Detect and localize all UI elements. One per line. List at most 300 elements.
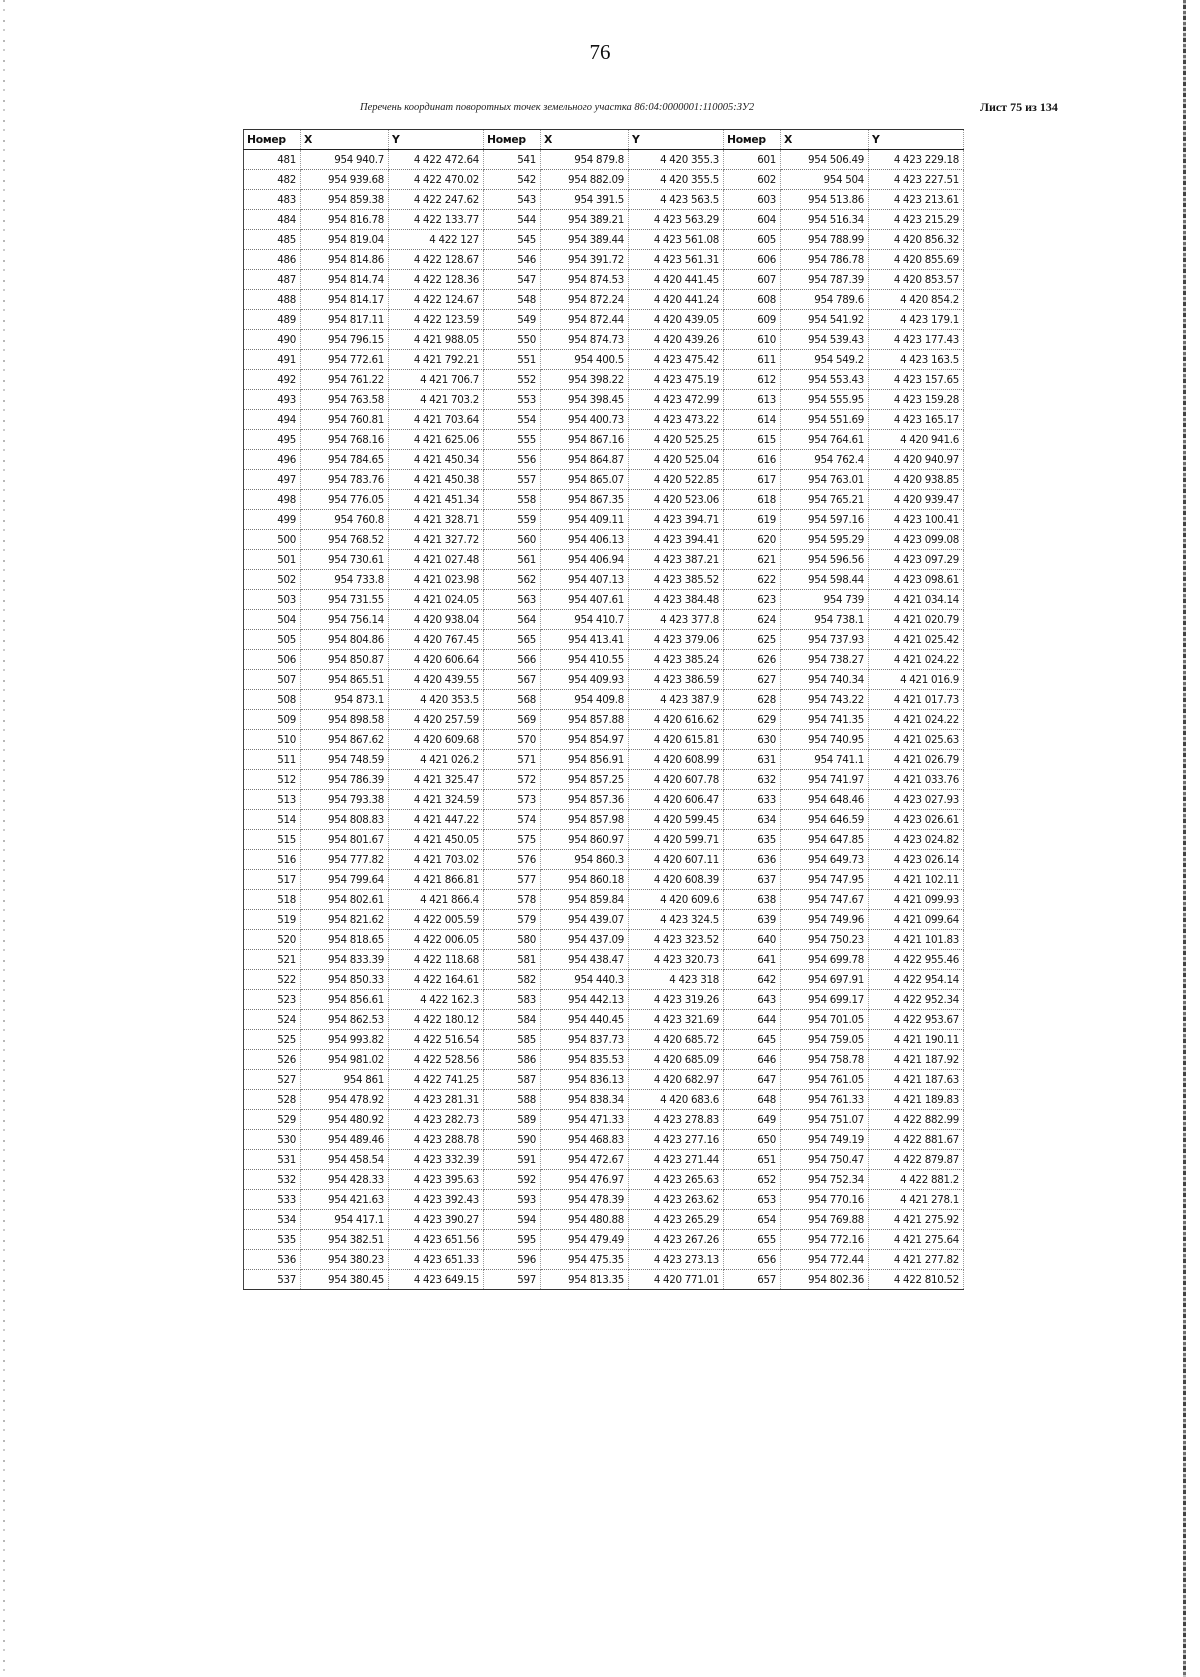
x-coordinate-cell: 954 749.19 [781,1130,869,1150]
point-number-cell: 530 [244,1130,301,1150]
y-coordinate-cell: 4 423 563.29 [629,210,724,230]
table-row [244,1130,964,1150]
y-coordinate-cell: 4 422 006.05 [389,930,484,950]
point-number-cell: 568 [484,690,541,710]
y-coordinate-cell: 4 420 938.04 [389,610,484,630]
y-coordinate-cell: 4 423 472.99 [629,390,724,410]
point-number-cell: 616 [724,450,781,470]
point-number-cell: 652 [724,1170,781,1190]
table-row [244,870,964,890]
y-coordinate-cell: 4 420 607.78 [629,770,724,790]
x-coordinate-cell: 954 409.93 [541,670,629,690]
point-number-cell: 533 [244,1190,301,1210]
point-number-cell: 546 [484,250,541,270]
point-number-cell: 640 [724,930,781,950]
table-row [244,1030,964,1050]
x-coordinate-cell: 954 733.8 [301,570,389,590]
point-number-cell: 549 [484,310,541,330]
y-coordinate-cell: 4 421 027.48 [389,550,484,570]
y-coordinate-cell: 4 421 447.22 [389,810,484,830]
x-coordinate-cell: 954 763.01 [781,470,869,490]
point-number-cell: 587 [484,1070,541,1090]
table-row [244,470,964,490]
table-row [244,410,964,430]
point-number-cell: 519 [244,910,301,930]
y-coordinate-cell: 4 420 439.55 [389,670,484,690]
point-number-cell: 521 [244,950,301,970]
table-row [244,770,964,790]
x-coordinate-cell: 954 380.23 [301,1250,389,1270]
point-number-cell: 513 [244,790,301,810]
x-coordinate-cell: 954 410.55 [541,650,629,670]
x-coordinate-cell: 954 857.88 [541,710,629,730]
y-coordinate-cell: 4 423 163.5 [869,350,964,370]
y-coordinate-cell: 4 421 187.63 [869,1070,964,1090]
y-coordinate-cell: 4 423 384.48 [629,590,724,610]
y-coordinate-cell: 4 421 277.82 [869,1250,964,1270]
point-number-cell: 581 [484,950,541,970]
point-number-cell: 511 [244,750,301,770]
y-coordinate-cell: 4 421 024.22 [869,710,964,730]
table-row [244,1150,964,1170]
x-coordinate-cell: 954 768.16 [301,430,389,450]
x-coordinate-cell: 954 539.43 [781,330,869,350]
x-coordinate-cell: 954 882.09 [541,170,629,190]
x-coordinate-cell: 954 758.78 [781,1050,869,1070]
x-coordinate-cell: 954 504 [781,170,869,190]
point-number-cell: 531 [244,1150,301,1170]
x-coordinate-cell: 954 471.33 [541,1110,629,1130]
y-coordinate-cell: 4 423 651.56 [389,1230,484,1250]
point-number-cell: 559 [484,510,541,530]
point-number-cell: 650 [724,1130,781,1150]
y-coordinate-cell: 4 423 320.73 [629,950,724,970]
point-number-cell: 562 [484,570,541,590]
point-number-cell: 631 [724,750,781,770]
point-number-cell: 630 [724,730,781,750]
y-coordinate-cell: 4 423 288.78 [389,1130,484,1150]
x-coordinate-cell: 954 472.67 [541,1150,629,1170]
table-row [244,330,964,350]
point-number-cell: 555 [484,430,541,450]
point-number-cell: 503 [244,590,301,610]
table-row [244,1090,964,1110]
y-coordinate-cell: 4 423 213.61 [869,190,964,210]
x-coordinate-cell: 954 647.85 [781,830,869,850]
y-coordinate-cell: 4 421 101.83 [869,930,964,950]
y-coordinate-cell: 4 420 525.25 [629,430,724,450]
y-coordinate-cell: 4 423 026.61 [869,810,964,830]
y-coordinate-cell: 4 421 275.64 [869,1230,964,1250]
x-coordinate-cell: 954 649.73 [781,850,869,870]
point-number-cell: 611 [724,350,781,370]
point-number-cell: 522 [244,970,301,990]
y-coordinate-cell: 4 420 599.71 [629,830,724,850]
x-coordinate-cell: 954 850.33 [301,970,389,990]
point-number-cell: 633 [724,790,781,810]
x-coordinate-cell: 954 478.92 [301,1090,389,1110]
x-coordinate-cell: 954 747.67 [781,890,869,910]
x-coordinate-cell: 954 442.13 [541,990,629,1010]
y-coordinate-cell: 4 421 017.73 [869,690,964,710]
point-number-cell: 492 [244,370,301,390]
point-number-cell: 582 [484,970,541,990]
point-number-cell: 651 [724,1150,781,1170]
point-number-cell: 526 [244,1050,301,1070]
y-coordinate-cell: 4 420 854.2 [869,290,964,310]
y-coordinate-cell: 4 423 026.14 [869,850,964,870]
point-number-cell: 493 [244,390,301,410]
x-coordinate-cell: 954 440.45 [541,1010,629,1030]
x-coordinate-cell: 954 400.5 [541,350,629,370]
y-coordinate-cell: 4 420 607.11 [629,850,724,870]
header-x-1: X [301,130,389,150]
x-coordinate-cell: 954 731.55 [301,590,389,610]
x-coordinate-cell: 954 867.16 [541,430,629,450]
y-coordinate-cell: 4 421 450.38 [389,470,484,490]
x-coordinate-cell: 954 407.13 [541,570,629,590]
point-number-cell: 487 [244,270,301,290]
point-number-cell: 588 [484,1090,541,1110]
x-coordinate-cell: 954 478.39 [541,1190,629,1210]
y-coordinate-cell: 4 421 703.2 [389,390,484,410]
x-coordinate-cell: 954 741.97 [781,770,869,790]
y-coordinate-cell: 4 420 616.62 [629,710,724,730]
point-number-cell: 615 [724,430,781,450]
table-row [244,930,964,950]
point-number-cell: 627 [724,670,781,690]
x-coordinate-cell: 954 772.44 [781,1250,869,1270]
y-coordinate-cell: 4 422 124.67 [389,290,484,310]
table-row [244,850,964,870]
x-coordinate-cell: 954 553.43 [781,370,869,390]
y-coordinate-cell: 4 422 952.34 [869,990,964,1010]
y-coordinate-cell: 4 420 606.47 [629,790,724,810]
scan-edge-right [1183,0,1186,1677]
point-number-cell: 524 [244,1010,301,1030]
point-number-cell: 621 [724,550,781,570]
point-number-cell: 565 [484,630,541,650]
x-coordinate-cell: 954 748.59 [301,750,389,770]
x-coordinate-cell: 954 864.87 [541,450,629,470]
x-coordinate-cell: 954 699.17 [781,990,869,1010]
y-coordinate-cell: 4 423 395.63 [389,1170,484,1190]
y-coordinate-cell: 4 421 792.21 [389,350,484,370]
y-coordinate-cell: 4 423 277.16 [629,1130,724,1150]
point-number-cell: 579 [484,910,541,930]
y-coordinate-cell: 4 423 098.61 [869,570,964,590]
x-coordinate-cell: 954 406.94 [541,550,629,570]
y-coordinate-cell: 4 421 024.05 [389,590,484,610]
y-coordinate-cell: 4 420 685.09 [629,1050,724,1070]
point-number-cell: 612 [724,370,781,390]
x-coordinate-cell: 954 406.13 [541,530,629,550]
x-coordinate-cell: 954 786.78 [781,250,869,270]
y-coordinate-cell: 4 423 385.24 [629,650,724,670]
x-coordinate-cell: 954 440.3 [541,970,629,990]
table-row [244,1070,964,1090]
x-coordinate-cell: 954 799.64 [301,870,389,890]
table-row [244,630,964,650]
point-number-cell: 591 [484,1150,541,1170]
point-number-cell: 507 [244,670,301,690]
point-number-cell: 618 [724,490,781,510]
point-number-cell: 485 [244,230,301,250]
x-coordinate-cell: 954 760.81 [301,410,389,430]
x-coordinate-cell: 954 513.86 [781,190,869,210]
y-coordinate-cell: 4 423 027.93 [869,790,964,810]
point-number-cell: 489 [244,310,301,330]
table-row [244,830,964,850]
y-coordinate-cell: 4 420 940.97 [869,450,964,470]
y-coordinate-cell: 4 422 881.2 [869,1170,964,1190]
y-coordinate-cell: 4 421 703.02 [389,850,484,870]
point-number-cell: 609 [724,310,781,330]
x-coordinate-cell: 954 857.98 [541,810,629,830]
x-coordinate-cell: 954 389.44 [541,230,629,250]
y-coordinate-cell: 4 420 682.97 [629,1070,724,1090]
point-number-cell: 536 [244,1250,301,1270]
y-coordinate-cell: 4 422 881.67 [869,1130,964,1150]
y-coordinate-cell: 4 421 866.4 [389,890,484,910]
table-row [244,1110,964,1130]
x-coordinate-cell: 954 857.25 [541,770,629,790]
x-coordinate-cell: 954 737.93 [781,630,869,650]
y-coordinate-cell: 4 422 810.52 [869,1270,964,1290]
x-coordinate-cell: 954 940.7 [301,150,389,170]
y-coordinate-cell: 4 423 165.17 [869,410,964,430]
point-number-cell: 632 [724,770,781,790]
point-number-cell: 488 [244,290,301,310]
y-coordinate-cell: 4 421 024.22 [869,650,964,670]
y-coordinate-cell: 4 422 128.36 [389,270,484,290]
x-coordinate-cell: 954 648.46 [781,790,869,810]
point-number-cell: 584 [484,1010,541,1030]
y-coordinate-cell: 4 423 229.18 [869,150,964,170]
y-coordinate-cell: 4 420 525.04 [629,450,724,470]
point-number-cell: 580 [484,930,541,950]
y-coordinate-cell: 4 423 561.31 [629,250,724,270]
y-coordinate-cell: 4 421 190.11 [869,1030,964,1050]
y-coordinate-cell: 4 423 377.8 [629,610,724,630]
table-row [244,290,964,310]
header-number-1: Номер [244,130,301,150]
x-coordinate-cell: 954 738.1 [781,610,869,630]
y-coordinate-cell: 4 423 649.15 [389,1270,484,1290]
point-number-cell: 583 [484,990,541,1010]
x-coordinate-cell: 954 835.53 [541,1050,629,1070]
y-coordinate-cell: 4 422 162.3 [389,990,484,1010]
point-number-cell: 589 [484,1110,541,1130]
table-row [244,1270,964,1290]
x-coordinate-cell: 954 784.65 [301,450,389,470]
y-coordinate-cell: 4 422 882.99 [869,1110,964,1130]
table-row [244,350,964,370]
x-coordinate-cell: 954 818.65 [301,930,389,950]
point-number-cell: 542 [484,170,541,190]
table-row [244,490,964,510]
table-row [244,910,964,930]
point-number-cell: 514 [244,810,301,830]
point-number-cell: 554 [484,410,541,430]
point-number-cell: 578 [484,890,541,910]
x-coordinate-cell: 954 777.82 [301,850,389,870]
x-coordinate-cell: 954 860.97 [541,830,629,850]
y-coordinate-cell: 4 421 099.64 [869,910,964,930]
x-coordinate-cell: 954 391.5 [541,190,629,210]
x-coordinate-cell: 954 438.47 [541,950,629,970]
point-number-cell: 532 [244,1170,301,1190]
table-row [244,310,964,330]
x-coordinate-cell: 954 480.92 [301,1110,389,1130]
x-coordinate-cell: 954 836.13 [541,1070,629,1090]
point-number-cell: 512 [244,770,301,790]
point-number-cell: 481 [244,150,301,170]
y-coordinate-cell: 4 422 133.77 [389,210,484,230]
table-row [244,690,964,710]
point-number-cell: 499 [244,510,301,530]
point-number-cell: 593 [484,1190,541,1210]
y-coordinate-cell: 4 420 599.45 [629,810,724,830]
table-row [244,190,964,210]
x-coordinate-cell: 954 541.92 [781,310,869,330]
x-coordinate-cell: 954 772.61 [301,350,389,370]
header-number-3: Номер [724,130,781,150]
y-coordinate-cell: 4 420 522.85 [629,470,724,490]
y-coordinate-cell: 4 423 324.5 [629,910,724,930]
point-number-cell: 571 [484,750,541,770]
point-number-cell: 638 [724,890,781,910]
y-coordinate-cell: 4 422 247.62 [389,190,484,210]
point-number-cell: 614 [724,410,781,430]
x-coordinate-cell: 954 549.2 [781,350,869,370]
x-coordinate-cell: 954 789.6 [781,290,869,310]
x-coordinate-cell: 954 439.07 [541,910,629,930]
y-coordinate-cell: 4 420 257.59 [389,710,484,730]
x-coordinate-cell: 954 765.21 [781,490,869,510]
point-number-cell: 518 [244,890,301,910]
y-coordinate-cell: 4 423 265.29 [629,1210,724,1230]
point-number-cell: 646 [724,1050,781,1070]
x-coordinate-cell: 954 783.76 [301,470,389,490]
point-number-cell: 590 [484,1130,541,1150]
y-coordinate-cell: 4 423 561.08 [629,230,724,250]
table-row [244,950,964,970]
point-number-cell: 495 [244,430,301,450]
point-number-cell: 537 [244,1270,301,1290]
point-number-cell: 569 [484,710,541,730]
table-body [244,150,964,1290]
y-coordinate-cell: 4 422 741.25 [389,1070,484,1090]
point-number-cell: 643 [724,990,781,1010]
table-row [244,370,964,390]
x-coordinate-cell: 954 389.21 [541,210,629,230]
y-coordinate-cell: 4 420 608.99 [629,750,724,770]
point-number-cell: 527 [244,1070,301,1090]
table-row [244,530,964,550]
x-coordinate-cell: 954 551.69 [781,410,869,430]
y-coordinate-cell: 4 422 118.68 [389,950,484,970]
x-coordinate-cell: 954 821.62 [301,910,389,930]
y-coordinate-cell: 4 422 472.64 [389,150,484,170]
header-y-1: Y [389,130,484,150]
x-coordinate-cell: 954 814.74 [301,270,389,290]
table-row [244,170,964,190]
x-coordinate-cell: 954 879.8 [541,150,629,170]
table-row [244,210,964,230]
point-number-cell: 655 [724,1230,781,1250]
point-number-cell: 595 [484,1230,541,1250]
point-number-cell: 505 [244,630,301,650]
y-coordinate-cell: 4 423 379.06 [629,630,724,650]
x-coordinate-cell: 954 867.35 [541,490,629,510]
point-number-cell: 528 [244,1090,301,1110]
x-coordinate-cell: 954 814.86 [301,250,389,270]
x-coordinate-cell: 954 555.95 [781,390,869,410]
x-coordinate-cell: 954 413.41 [541,630,629,650]
x-coordinate-cell: 954 760.8 [301,510,389,530]
x-coordinate-cell: 954 761.05 [781,1070,869,1090]
page-number: 76 [589,40,611,64]
y-coordinate-cell: 4 422 953.67 [869,1010,964,1030]
point-number-cell: 625 [724,630,781,650]
x-coordinate-cell: 954 772.16 [781,1230,869,1250]
y-coordinate-cell: 4 421 451.34 [389,490,484,510]
x-coordinate-cell: 954 862.53 [301,1010,389,1030]
y-coordinate-cell: 4 423 099.08 [869,530,964,550]
x-coordinate-cell: 954 400.73 [541,410,629,430]
y-coordinate-cell: 4 423 332.39 [389,1150,484,1170]
point-number-cell: 517 [244,870,301,890]
x-coordinate-cell: 954 860.18 [541,870,629,890]
x-coordinate-cell: 954 857.36 [541,790,629,810]
y-coordinate-cell: 4 420 609.6 [629,890,724,910]
x-coordinate-cell: 954 859.38 [301,190,389,210]
x-coordinate-cell: 954 993.82 [301,1030,389,1050]
table-row [244,790,964,810]
point-number-cell: 634 [724,810,781,830]
y-coordinate-cell: 4 420 439.05 [629,310,724,330]
x-coordinate-cell: 954 838.34 [541,1090,629,1110]
point-number-cell: 648 [724,1090,781,1110]
x-coordinate-cell: 954 856.61 [301,990,389,1010]
document-title: Перечень координат поворотных точек земельного участка 86:04:0000001:110005:ЗУ2 [360,102,755,113]
y-coordinate-cell: 4 423 159.28 [869,390,964,410]
point-number-cell: 603 [724,190,781,210]
point-number-cell: 606 [724,250,781,270]
y-coordinate-cell: 4 423 227.51 [869,170,964,190]
point-number-cell: 656 [724,1250,781,1270]
y-coordinate-cell: 4 421 328.71 [389,510,484,530]
table-row [244,590,964,610]
x-coordinate-cell: 954 808.83 [301,810,389,830]
point-number-cell: 607 [724,270,781,290]
point-number-cell: 636 [724,850,781,870]
x-coordinate-cell: 954 802.61 [301,890,389,910]
header-y-2: Y [629,130,724,150]
table-row [244,890,964,910]
point-number-cell: 642 [724,970,781,990]
point-number-cell: 622 [724,570,781,590]
point-number-cell: 619 [724,510,781,530]
point-number-cell: 529 [244,1110,301,1130]
y-coordinate-cell: 4 421 189.83 [869,1090,964,1110]
point-number-cell: 575 [484,830,541,850]
y-coordinate-cell: 4 423 318 [629,970,724,990]
x-coordinate-cell: 954 872.24 [541,290,629,310]
x-coordinate-cell: 954 833.39 [301,950,389,970]
table-row [244,450,964,470]
